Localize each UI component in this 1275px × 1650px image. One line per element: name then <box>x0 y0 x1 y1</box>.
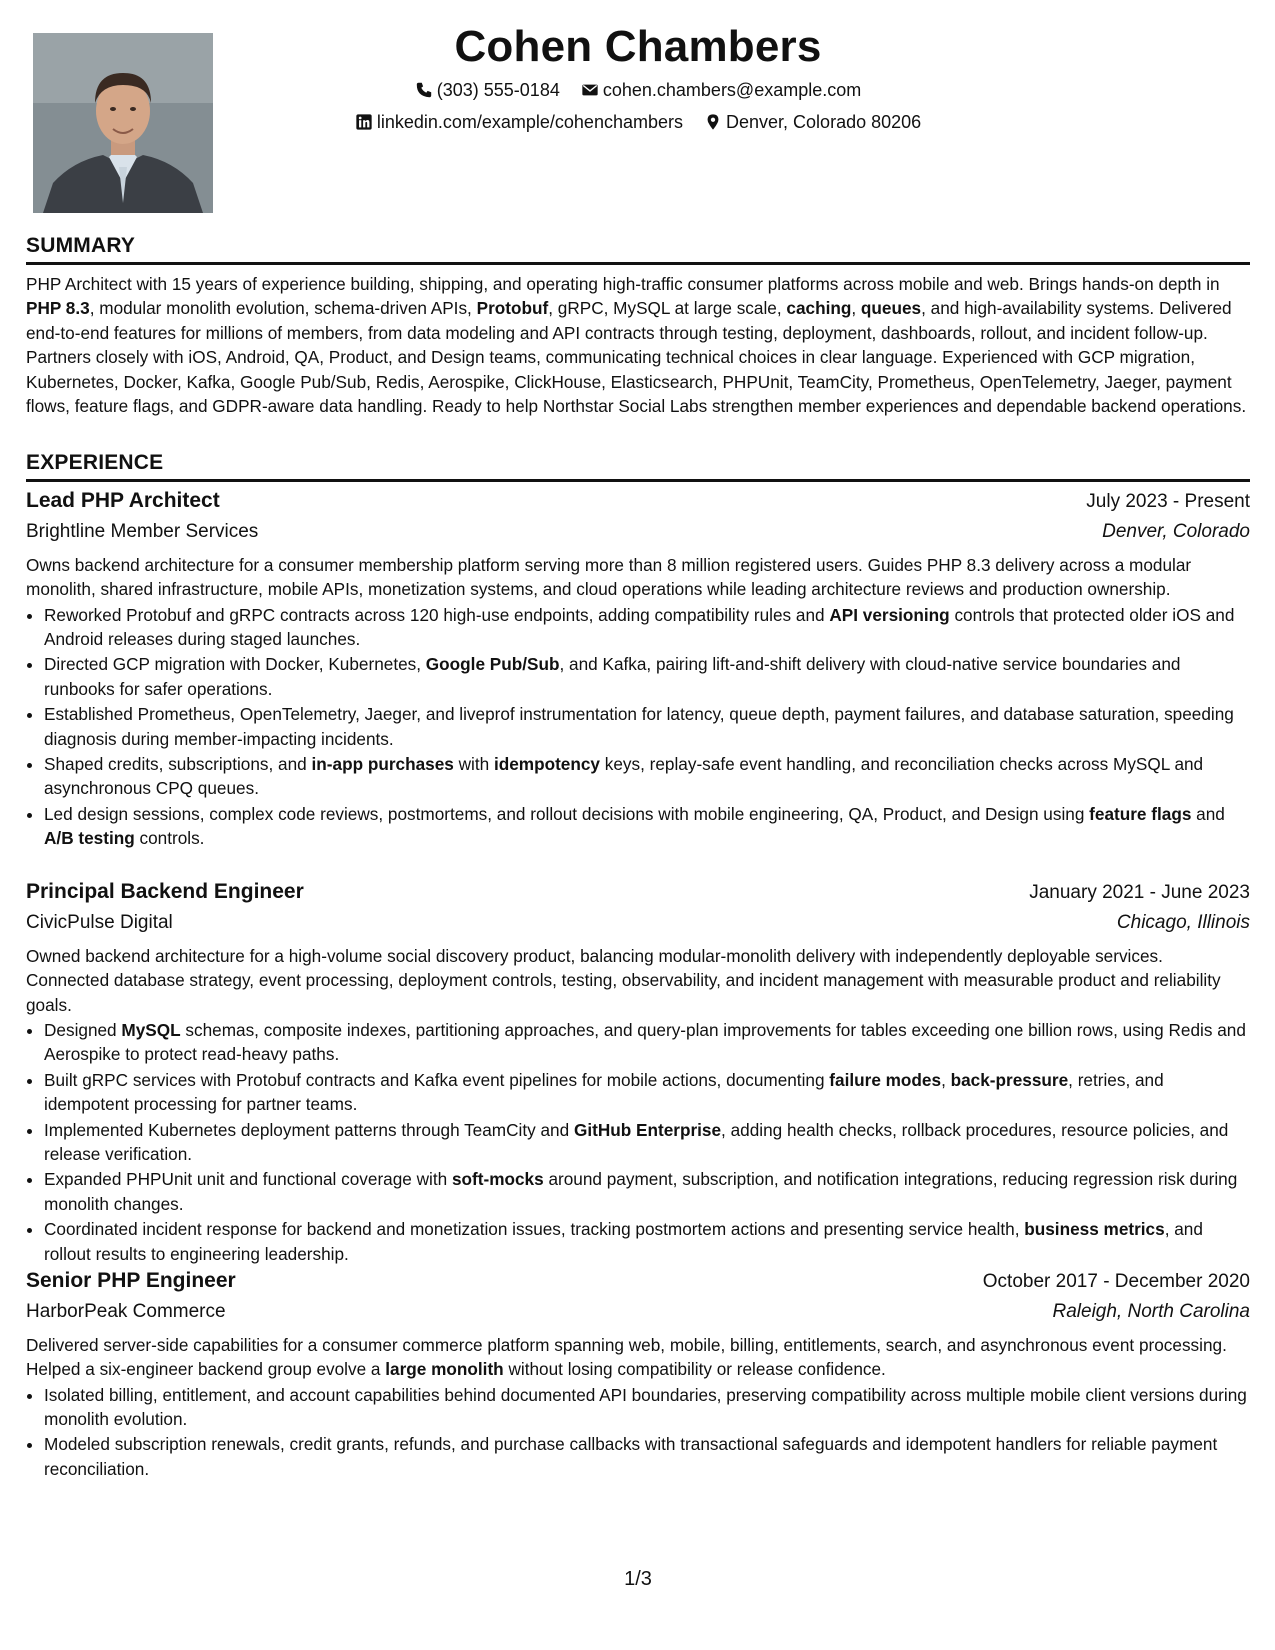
achievement-item <box>44 1118 1250 1167</box>
summary-heading: SUMMARY <box>26 234 1250 265</box>
text-segment: and <box>1191 803 1225 824</box>
text-segment: controls. <box>134 828 205 849</box>
job-subheader <box>26 520 1250 544</box>
bold-keyword: idempotency <box>493 754 600 775</box>
job-header <box>26 489 1250 514</box>
bold-keyword: A/B testing <box>44 828 135 849</box>
text-segment: schemas, composite indexes, partitioning approaches, and query-plan improvements for tables exceeding one billion rows, using Redis and Aerospike to protect read-heavy paths. <box>44 1020 1246 1065</box>
envelope-icon <box>581 81 599 99</box>
text-segment: Directed GCP migration with Docker, Kubernetes, <box>44 654 426 675</box>
text-segment: Reworked Protobuf and gRPC contracts across 120 high-use endpoints, adding compatibility rules and <box>44 604 830 625</box>
job-entry <box>26 1269 1250 1482</box>
job-title: Senior PHP Engineer <box>26 1269 236 1292</box>
achievement-list <box>26 1383 1250 1482</box>
achievement-item <box>44 752 1250 801</box>
company-name: HarborPeak Commerce <box>26 1301 226 1323</box>
location-contact <box>704 112 921 133</box>
text-segment: , retries, and idempotent processing for partner teams. <box>44 1069 1164 1115</box>
bold-keyword: API versioning <box>829 604 950 625</box>
job-location: Raleigh, North Carolina <box>1052 1301 1250 1323</box>
bold-keyword: Google Pub/Sub <box>425 654 560 675</box>
achievement-item <box>44 1217 1250 1266</box>
job-description <box>26 1333 1250 1382</box>
phone-text: (303) 555-0184 <box>436 80 560 100</box>
job-title: Principal Backend Engineer <box>26 880 304 903</box>
experience-heading: EXPERIENCE <box>26 451 1250 482</box>
text-segment: around payment, subscription, and notification integrations, reducing regression risk during monolith changes. <box>44 1169 1238 1214</box>
bold-keyword: feature flags <box>1089 803 1192 824</box>
achievement-item <box>44 1167 1250 1216</box>
job-dates: July 2023 - Present <box>1086 491 1250 512</box>
job-subheader <box>26 911 1250 935</box>
text-segment: Designed <box>44 1020 122 1041</box>
company-name: Brightline Member Services <box>26 521 259 543</box>
job-location: Chicago, Illinois <box>1116 912 1250 934</box>
text-segment: Led design sessions, complex code reviews, postmortems, and rollout decisions with mobile engineering, QA, Product, and Design using <box>44 803 1090 824</box>
contact-row-secondary <box>26 112 1250 133</box>
linkedin-text: linkedin.com/example/cohenchambers <box>376 112 683 132</box>
text-segment: , and rollout results to engineering leadership. <box>44 1219 1203 1264</box>
text-segment: , gRPC, MySQL at large scale, <box>548 298 787 319</box>
bold-keyword: MySQL <box>121 1020 181 1041</box>
bold-keyword: soft-mocks <box>451 1169 544 1190</box>
resume-page <box>26 0 1250 1650</box>
location-text: Denver, Colorado 80206 <box>726 112 922 132</box>
text-segment: Established Prometheus, OpenTelemetry, Jaeger, and liveprof instrumentation for latency, queue depth, payment failures, and database saturation, speeding diagnosis during member-impacting incidents. <box>44 704 1234 749</box>
text-segment: , <box>851 298 861 319</box>
map-pin-icon <box>704 113 722 131</box>
achievement-item <box>44 603 1250 652</box>
achievement-item <box>44 1068 1250 1117</box>
achievement-item <box>44 652 1250 701</box>
text-segment: controls that protected older iOS and Android releases during staged launches. <box>44 604 1235 650</box>
text-segment: , <box>941 1069 951 1090</box>
job-location: Denver, Colorado <box>1102 521 1250 543</box>
text-segment: , adding health checks, rollback procedures, resource policies, and release verification. <box>44 1119 1229 1165</box>
text-segment: , modular monolith evolution, schema-driven APIs, <box>89 298 477 319</box>
summary-block <box>26 272 1250 418</box>
job-subheader <box>26 1300 1250 1324</box>
text-segment: Modeled subscription renewals, credit grants, refunds, and purchase callbacks with transactional safeguards and idempotent handlers for reliable payment reconciliation. <box>44 1434 1218 1479</box>
job-description <box>26 553 1250 602</box>
job-description <box>26 944 1250 1017</box>
achievement-item <box>44 702 1250 751</box>
text-segment: , and Kafka, pairing lift-and-shift delivery with cloud-native service boundaries and runbooks for safer operations. <box>44 654 1181 699</box>
text-segment: Owns backend architecture for a consumer membership platform serving more than 8 million registered users. Guides PHP 8.3 delivery across a modular monolith, shared infrastructure, mobile APIs, monetization systems, and cloud operations while leading architecture reviews and production ownership. <box>26 554 1192 600</box>
bold-keyword: in-app purchases <box>311 754 454 775</box>
job-header <box>26 880 1250 905</box>
bold-keyword: business metrics <box>1024 1219 1165 1240</box>
text-segment: Expanded PHPUnit unit and functional coverage with <box>44 1169 452 1190</box>
bold-keyword: queues <box>860 298 922 319</box>
achievement-list <box>26 1018 1250 1266</box>
achievement-item <box>44 802 1250 851</box>
text-segment: Coordinated incident response for backend and monetization issues, tracking postmortem actions and presenting service health, <box>44 1219 1025 1240</box>
text-segment: , and high-availability systems. Delivered end-to-end features for millions of members, from data modeling and API contracts through testing, deployment, dashboards, rollout, and incident follow-up. Partners closely with iOS, Android, QA, Product, and Design teams, communicating technical choices in clear language. Experienced with GCP migration, Kubernetes, Docker, Kafka, Google Pub/Sub, Redis, Aerospike, ClickHouse, Elasticsearch, PHPUnit, TeamCity, Prometheus, OpenTelemetry, Jaeger, payment flows, feature flags, and GDPR-aware data handling. Ready to help Northstar Social Labs strengthen member experiences and dependable backend operations. <box>26 298 1247 417</box>
linkedin-icon <box>355 113 373 131</box>
bold-keyword: Protobuf <box>476 298 549 319</box>
text-segment: Isolated billing, entitlement, and account capabilities behind documented API boundaries, preserving compatibility across multiple mobile client versions during monolith evolution. <box>44 1384 1247 1430</box>
email-contact[interactable] <box>581 80 861 101</box>
job-dates: October 2017 - December 2020 <box>982 1271 1250 1292</box>
bold-keyword: back-pressure <box>950 1069 1069 1090</box>
phone-contact <box>415 80 560 101</box>
text-segment: Shaped credits, subscriptions, and <box>44 754 312 775</box>
bold-keyword: large monolith <box>385 1359 504 1380</box>
text-segment: Delivered server-side capabilities for a consumer commerce platform spanning web, mobile, billing, entitlements, search, and asynchronous event processing. Helped a six-engineer backend group evolve a <box>26 1334 1227 1380</box>
linkedin-contact[interactable] <box>355 112 683 133</box>
page-number: 1/3 <box>624 1568 652 1590</box>
job-title: Lead PHP Architect <box>26 489 220 512</box>
job-header <box>26 1269 1250 1294</box>
summary-text <box>26 272 1250 418</box>
text-segment: PHP Architect with 15 years of experience building, shipping, and operating high-traffic consumer platforms across mobile and web. Brings hands-on depth in <box>26 274 1220 294</box>
achievement-item <box>44 1018 1250 1067</box>
text-segment: keys, replay-safe event handling, and reconciliation checks across MySQL and asynchronous CPQ queues. <box>44 754 1204 799</box>
candidate-name: Cohen Chambers <box>454 22 822 71</box>
email-text: cohen.chambers@example.com <box>602 80 862 100</box>
bold-keyword: caching <box>786 298 852 319</box>
text-segment: with <box>453 754 494 775</box>
job-entry <box>26 489 1250 852</box>
achievement-item <box>44 1432 1250 1481</box>
text-segment: Implemented Kubernetes deployment patterns through TeamCity and <box>44 1119 574 1140</box>
text-segment: Built gRPC services with Protobuf contracts and Kafka event pipelines for mobile actions, documenting <box>44 1069 830 1090</box>
contact-row-primary <box>26 80 1250 101</box>
bold-keyword: failure modes <box>829 1069 942 1090</box>
job-entry <box>26 880 1250 1267</box>
company-name: CivicPulse Digital <box>26 912 173 934</box>
bold-keyword: PHP 8.3 <box>26 298 90 319</box>
achievement-list <box>26 603 1250 851</box>
job-dates: January 2021 - June 2023 <box>1029 882 1250 903</box>
achievement-item <box>44 1383 1250 1432</box>
bold-keyword: GitHub Enterprise <box>573 1119 722 1140</box>
text-segment: Owned backend architecture for a high-volume social discovery product, balancing modular-monolith delivery with independently deployable services. Connected database strategy, event processing, deployment controls, testing, observability, and incident management with measurable product and reliability goals. <box>26 945 1221 1015</box>
phone-icon <box>415 81 433 99</box>
text-segment: without losing compatibility or release confidence. <box>503 1359 886 1380</box>
